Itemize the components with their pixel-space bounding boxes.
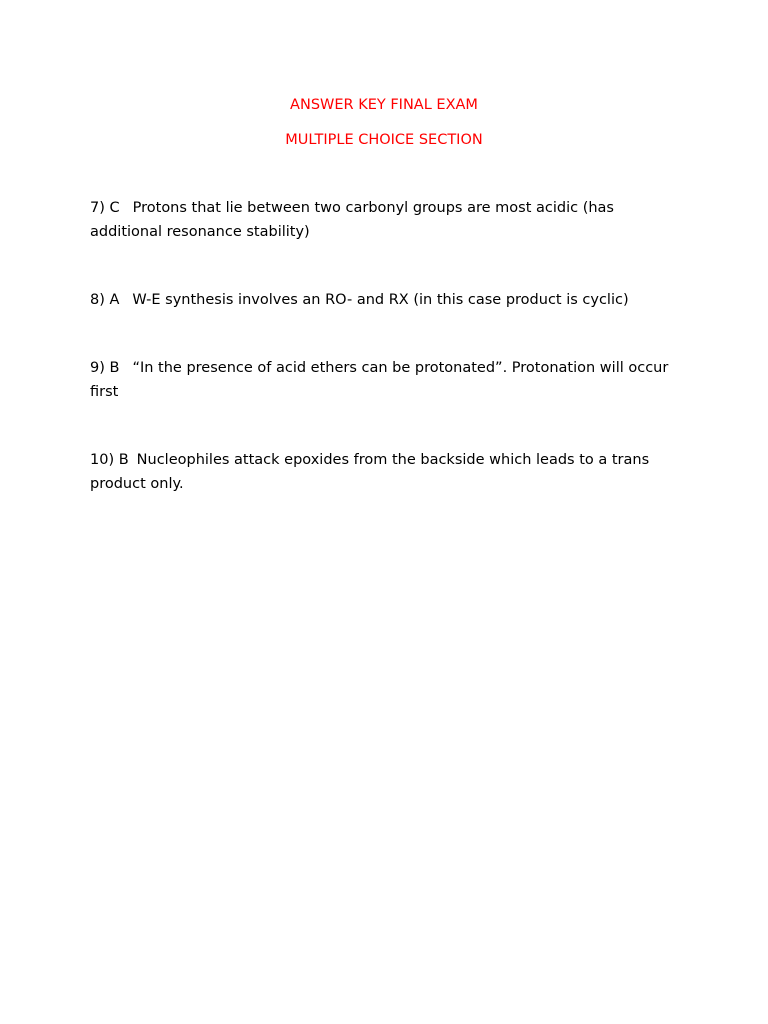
answer-number: 10) B <box>90 452 129 468</box>
answer-item-9 <box>90 356 680 404</box>
answer-item-10 <box>90 448 680 496</box>
answer-explanation: “In the presence of acid ethers can be protonated”. Protonation will occur first <box>90 360 669 400</box>
answer-item-8 <box>90 288 680 312</box>
answer-explanation: W-E synthesis involves an RO- and RX (in this case product is cyclic) <box>132 292 629 308</box>
answer-item-7 <box>90 196 680 244</box>
document-title: ANSWER KEY FINAL EXAM <box>290 97 478 113</box>
section-title: MULTIPLE CHOICE SECTION <box>285 132 483 148</box>
answer-number: 9) B <box>90 360 120 376</box>
answer-explanation: Protons that lie between two carbonyl groups are most acidic (has additional resonance stability) <box>90 200 614 240</box>
answer-explanation: Nucleophiles attack epoxides from the backside which leads to a trans product only. <box>90 452 650 492</box>
answer-number: 7) C <box>90 200 120 216</box>
answer-number: 8) A <box>90 292 120 308</box>
